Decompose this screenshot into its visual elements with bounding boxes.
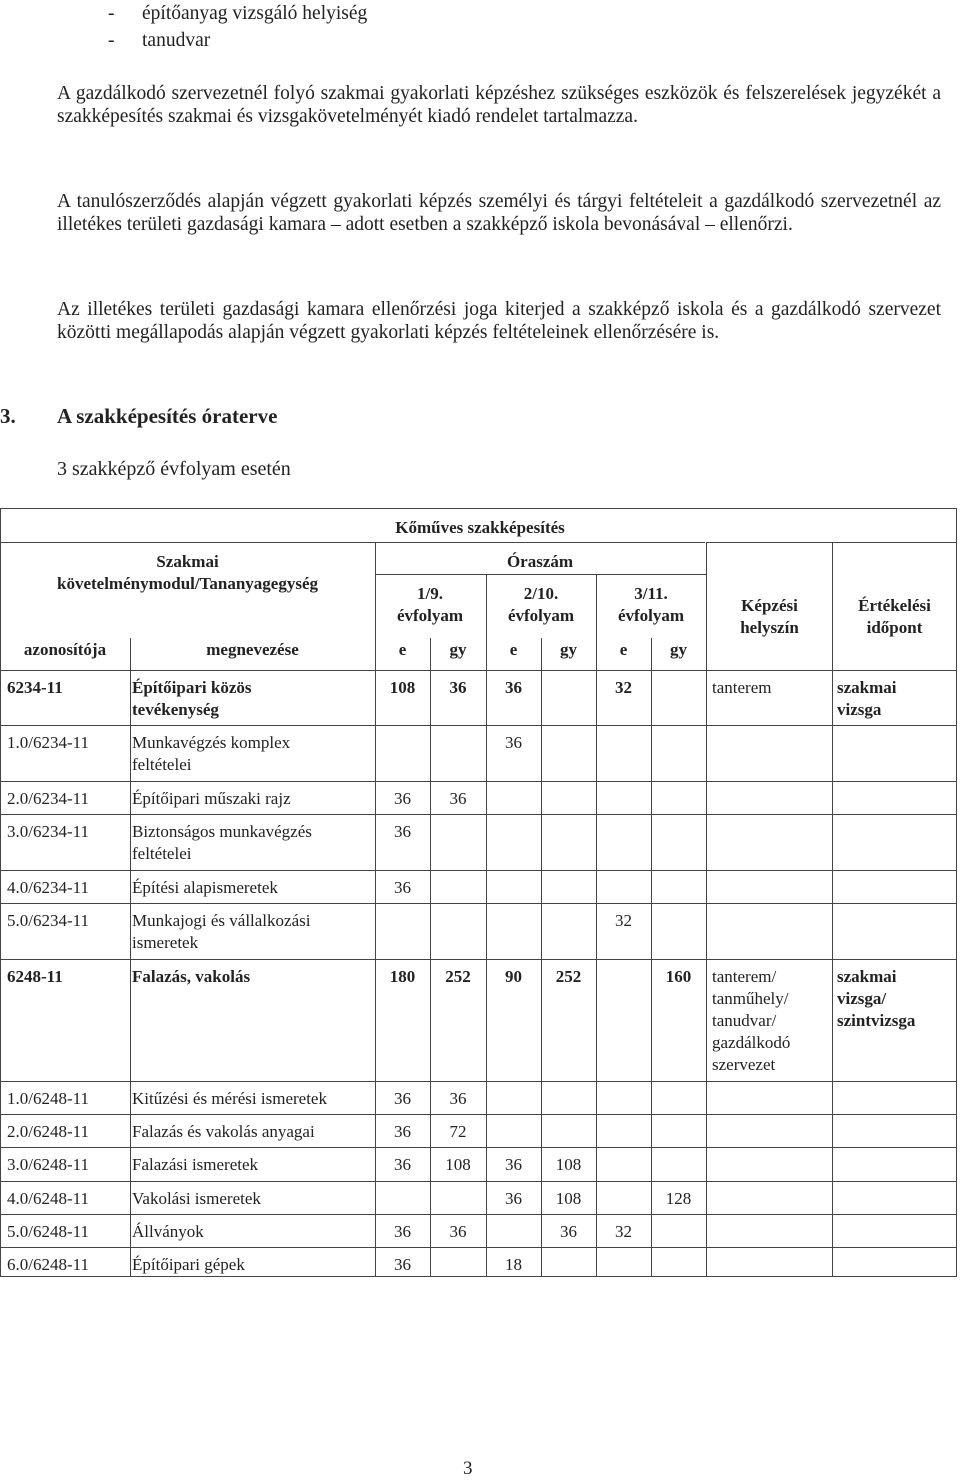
evaluation: szakmai xyxy=(837,967,897,986)
table-rule xyxy=(0,725,957,726)
hours-value: 36 xyxy=(505,1155,522,1174)
gy-header: gy xyxy=(560,640,577,659)
training-place: tanterem xyxy=(712,678,772,697)
hours-value: 36 xyxy=(394,1089,411,1108)
bullet-item xyxy=(108,3,367,25)
e-header: e xyxy=(619,640,628,659)
year-1-header: 1/9. xyxy=(417,584,443,603)
row-id: 6234-11 xyxy=(7,678,63,697)
table-rule xyxy=(375,574,706,575)
row-name: Munkavégzés komplex xyxy=(132,733,291,752)
name-header: megnevezése xyxy=(206,640,299,659)
year-1-label: évfolyam xyxy=(396,606,464,625)
hours-value: 36 xyxy=(449,678,467,697)
row-name: tevékenység xyxy=(132,700,219,719)
hours-value: 36 xyxy=(394,878,411,897)
hours-value: 36 xyxy=(560,1222,577,1241)
place-header: helyszín xyxy=(740,618,799,637)
table-column-rule xyxy=(651,638,652,1276)
training-place: gazdálkodó xyxy=(712,1033,791,1052)
hours-value: 36 xyxy=(505,678,522,697)
table-rule xyxy=(0,781,957,782)
hours-value: 32 xyxy=(615,1222,632,1241)
table-column-rule xyxy=(541,638,542,1276)
hours-value: 36 xyxy=(449,789,467,808)
subtitle: 3 szakképző évfolyam esetén xyxy=(57,458,291,480)
hours-value: 90 xyxy=(505,967,522,986)
row-name: ismeretek xyxy=(132,933,199,952)
table-rule xyxy=(0,1181,957,1182)
table-column-rule xyxy=(832,542,833,1276)
paragraph: A gazdálkodó szervezetnél folyó szakmai gyakorlati képzéshez szükséges eszközök és felszerelések jegyzékét a szakképesítés szakmai és vizsgakövetelményét kiadó rendelet tartalmazza. xyxy=(57,83,941,128)
table-rule xyxy=(0,1247,957,1248)
evaluation: vizsga/ xyxy=(837,989,887,1008)
training-place: tanműhely/ xyxy=(712,989,789,1008)
year-3-label: évfolyam xyxy=(617,606,685,625)
row-name: feltételei xyxy=(132,844,192,863)
hours-value: 18 xyxy=(505,1255,522,1274)
bullet-marker: - xyxy=(108,30,115,51)
row-id: 4.0/6234-11 xyxy=(7,878,90,897)
year-3-header: 3/11. xyxy=(634,584,668,603)
hours-value: 36 xyxy=(394,822,411,841)
year-2-label: évfolyam xyxy=(507,606,575,625)
hours-value: 36 xyxy=(505,733,522,752)
hours-value: 36 xyxy=(449,1089,467,1108)
row-name: Kitűzési és mérési ismeretek xyxy=(132,1089,327,1108)
row-id: 3.0/6234-11 xyxy=(7,822,90,841)
id-header: azonosítója xyxy=(23,640,107,659)
bullet-marker: - xyxy=(108,3,115,24)
gy-header: gy xyxy=(449,640,467,659)
hours-value: 252 xyxy=(445,967,471,986)
table-rule xyxy=(0,870,957,871)
row-name: Biztonságos munkavégzés xyxy=(132,822,312,841)
hours-value: 108 xyxy=(555,1189,582,1208)
module-header: követelménymodul/Tananyagegység xyxy=(56,574,318,593)
table-column-rule xyxy=(130,638,131,1276)
hours-value: 160 xyxy=(665,967,692,986)
hours-value: 252 xyxy=(555,967,582,986)
row-id: 4.0/6248-11 xyxy=(7,1189,90,1208)
table-rule xyxy=(0,814,957,815)
row-id: 5.0/6234-11 xyxy=(7,911,90,930)
eval-header: Értékelési xyxy=(858,596,931,615)
table-column-rule xyxy=(956,508,957,1276)
hours-value: 32 xyxy=(615,678,632,697)
row-name: Munkajogi és vállalkozási xyxy=(132,911,311,930)
table-rule xyxy=(0,542,705,543)
evaluation: szakmai xyxy=(837,678,897,697)
row-id: 2.0/6234-11 xyxy=(7,789,90,808)
hours-value: 36 xyxy=(394,789,411,808)
section-title: A szakképesítés óraterve xyxy=(57,404,278,428)
row-id: 6248-11 xyxy=(7,967,63,986)
table-rule xyxy=(0,1081,957,1082)
qualification-header: Kőműves szakképesítés xyxy=(395,518,565,537)
eval-header: időpont xyxy=(866,618,923,637)
hours-value: 36 xyxy=(505,1189,522,1208)
hours-header: Óraszám xyxy=(506,552,574,571)
bullet-text: tanudvar xyxy=(142,30,211,51)
row-id: 3.0/6248-11 xyxy=(7,1155,90,1174)
row-name: Vakolási ismeretek xyxy=(132,1189,261,1208)
place-header: Képzési xyxy=(741,596,798,615)
paragraph: A tanulószerződés alapján végzett gyakorlati képzés személyi és tárgyi feltételeit a gazdálkodó szervezetnél az illetékes területi gazdasági kamara – adott esetben a szakképző iskola bevonásával – ellenőrzi. xyxy=(57,191,941,236)
row-name: Falazási ismeretek xyxy=(132,1155,259,1174)
row-name: Építőipari gépek xyxy=(132,1255,245,1274)
training-place: tanterem/ xyxy=(712,967,777,986)
hours-value: 108 xyxy=(445,1155,471,1174)
row-id: 1.0/6234-11 xyxy=(7,733,90,752)
table-rule xyxy=(0,508,957,509)
gy-header: gy xyxy=(670,640,687,659)
table-column-rule xyxy=(430,638,431,1276)
e-header: e xyxy=(509,640,518,659)
hours-value: 128 xyxy=(665,1189,692,1208)
row-id: 2.0/6248-11 xyxy=(7,1122,90,1141)
row-name: Építőipari közös xyxy=(132,678,252,697)
table-column-rule xyxy=(706,542,707,1276)
row-name: Építési alapismeretek xyxy=(132,878,278,897)
hours-value: 108 xyxy=(555,1155,582,1174)
hours-value: 36 xyxy=(394,1155,411,1174)
table-rule xyxy=(0,959,957,960)
evaluation: vizsga xyxy=(837,700,882,719)
bullet-text: építőanyag vizsgáló helyiség xyxy=(142,3,368,24)
hours-value: 180 xyxy=(389,967,416,986)
hours-value: 36 xyxy=(394,1222,411,1241)
row-name: feltételei xyxy=(132,755,192,774)
paragraph: Az illetékes területi gazdasági kamara ellenőrzési joga kiterjed a szakképző iskola és a gazdálkodó szervezet közötti megállapodás alapján végzett gyakorlati képzés feltételeinek ellenőrzésére is. xyxy=(57,299,941,344)
hours-value: 36 xyxy=(394,1255,411,1274)
training-place: szervezet xyxy=(712,1055,776,1074)
table-rule xyxy=(0,1214,957,1215)
table-rule xyxy=(0,1114,957,1115)
table-rule xyxy=(0,1147,957,1148)
row-name: Falazás és vakolás anyagai xyxy=(132,1122,315,1141)
row-id: 5.0/6248-11 xyxy=(7,1222,90,1241)
training-place: tanudvar/ xyxy=(712,1011,777,1030)
hours-value: 108 xyxy=(389,678,416,697)
row-name: Állványok xyxy=(132,1222,204,1241)
e-header: e xyxy=(398,640,407,659)
section-number: 3. xyxy=(0,404,16,428)
table-rule xyxy=(0,1276,957,1277)
table-column-rule xyxy=(0,508,1,1276)
row-id: 1.0/6248-11 xyxy=(7,1089,90,1108)
table-rule xyxy=(0,670,957,671)
row-id: 6.0/6248-11 xyxy=(7,1255,90,1274)
page-number: 3 xyxy=(463,1458,473,1479)
bullet-item xyxy=(108,30,210,52)
hours-value: 32 xyxy=(615,911,632,930)
row-name: Építőipari műszaki rajz xyxy=(132,789,291,808)
curriculum-table xyxy=(0,508,957,1276)
hours-value: 72 xyxy=(449,1122,467,1141)
evaluation: szintvizsga xyxy=(837,1011,916,1030)
year-2-header: 2/10. xyxy=(523,584,559,603)
hours-value: 36 xyxy=(394,1122,411,1141)
table-rule xyxy=(0,903,957,904)
module-header: Szakmai xyxy=(156,552,219,571)
row-name: Falazás, vakolás xyxy=(132,967,251,986)
hours-value: 36 xyxy=(449,1222,467,1241)
